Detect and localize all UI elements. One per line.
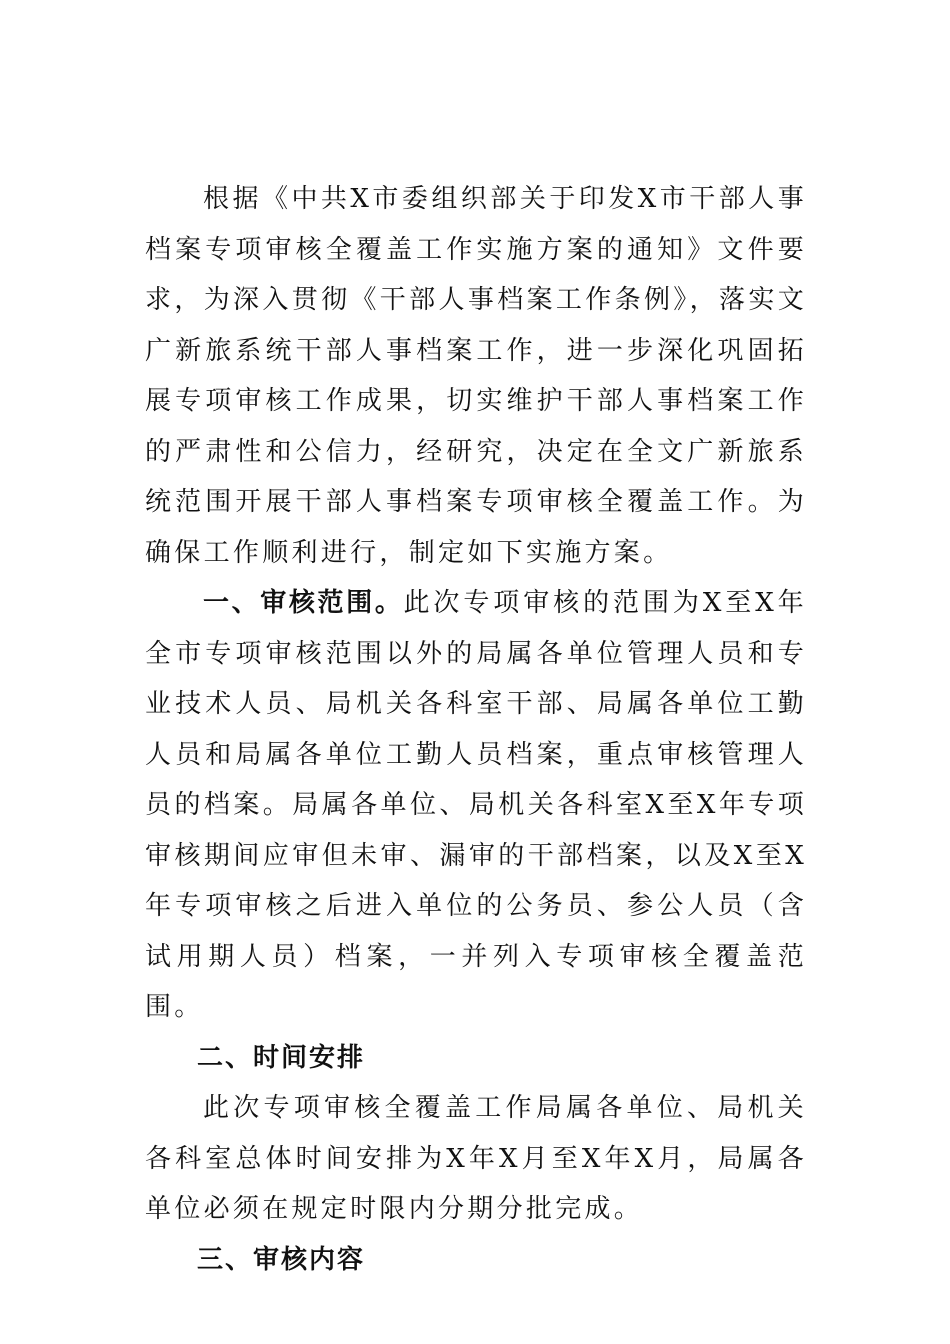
section-2-heading: 二、时间安排 xyxy=(197,1042,366,1073)
document-body xyxy=(145,174,807,1285)
section-1-heading: 一、审核范围。 xyxy=(203,588,404,618)
section-3-heading: 三、审核内容 xyxy=(197,1244,366,1275)
section-1-paragraph xyxy=(145,578,807,1033)
section-1-body: 此次专项审核的范围为X至X年全市专项审核范围以外的局属各单位管理人员和专业技术人员、局机关各科室干部、局属各单位工勤人员和局属各单位工勤人员档案，重点审核管理人员的档案。局属各单位、局机关各科室X至X年专项审核期间应审但未审、漏审的干部档案，以及X至X年专项审核之后进入单位的公务员、参公人员（含试用期人员）档案，一并列入专项审核全覆盖范围。 xyxy=(145,588,807,1022)
section-2-body: 此次专项审核全覆盖工作局属各单位、局机关各科室总体时间安排为X年X月至X年X月，局属各单位必须在规定时限内分期分批完成。 xyxy=(145,1093,807,1224)
intro-paragraph: 根据《中共X市委组织部关于印发X市干部人事档案专项审核全覆盖工作实施方案的通知》文件要求，为深入贯彻《干部人事档案工作条例》，落实文广新旅系统干部人事档案工作，进一步深化巩固拓展专项审核工作成果，切实维护干部人事档案工作的严肃性和公信力，经研究，决定在全文广新旅系统范围开展干部人事档案专项审核全覆盖工作。为确保工作顺利进行，制定如下实施方案。 xyxy=(145,184,807,568)
